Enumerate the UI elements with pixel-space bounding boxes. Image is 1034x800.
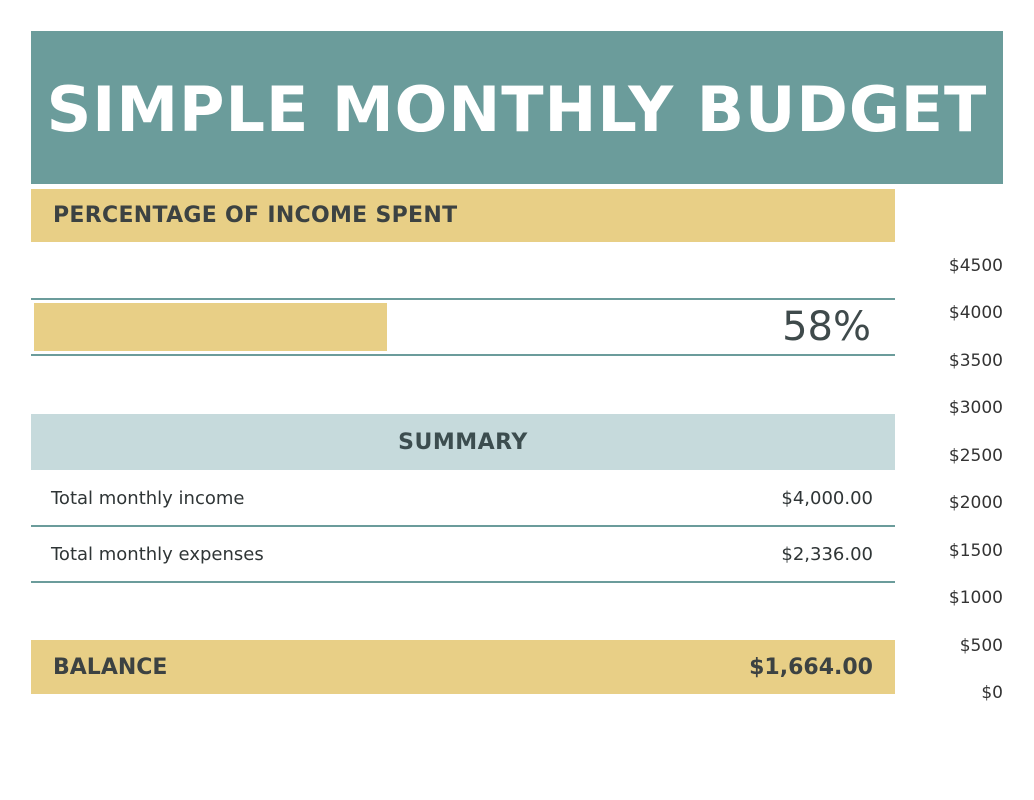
axis-tick-label: $500 bbox=[959, 635, 1003, 656]
summary-header-label: SUMMARY bbox=[398, 429, 528, 455]
expenses-label: Total monthly expenses bbox=[51, 543, 264, 565]
summary-row-expenses bbox=[31, 527, 895, 583]
axis-tick-label: $4000 bbox=[948, 303, 1003, 324]
balance-amount: $1,664.00 bbox=[749, 654, 873, 680]
percentage-header bbox=[31, 189, 895, 242]
balance-label: BALANCE bbox=[53, 654, 168, 680]
axis-tick-label: $3500 bbox=[948, 350, 1003, 371]
percentage-header-label: PERCENTAGE OF INCOME SPENT bbox=[53, 203, 458, 228]
summary-header bbox=[31, 414, 895, 470]
axis-tick-label: $3000 bbox=[948, 398, 1003, 419]
title-banner bbox=[31, 31, 1003, 184]
income-label: Total monthly income bbox=[51, 487, 245, 509]
expenses-amount: $2,336.00 bbox=[781, 543, 873, 565]
axis-tick-label: $2000 bbox=[948, 493, 1003, 514]
percentage-bar-fill bbox=[34, 303, 387, 351]
balance-row bbox=[31, 640, 895, 694]
summary-row-income bbox=[31, 471, 895, 527]
percentage-value: 58% bbox=[782, 304, 871, 350]
axis-tick-label: $1500 bbox=[948, 540, 1003, 561]
axis-tick-label: $2500 bbox=[948, 445, 1003, 466]
income-amount: $4,000.00 bbox=[781, 487, 873, 509]
percentage-bar-row bbox=[31, 298, 895, 356]
axis-labels bbox=[905, 0, 1003, 800]
axis-tick-label: $1000 bbox=[948, 588, 1003, 609]
page-title: SIMPLE MONTHLY BUDGET bbox=[46, 73, 988, 146]
axis-tick-label: $0 bbox=[981, 683, 1003, 703]
axis-tick-label: $4500 bbox=[948, 256, 1003, 276]
percentage-bar-track bbox=[34, 303, 895, 351]
